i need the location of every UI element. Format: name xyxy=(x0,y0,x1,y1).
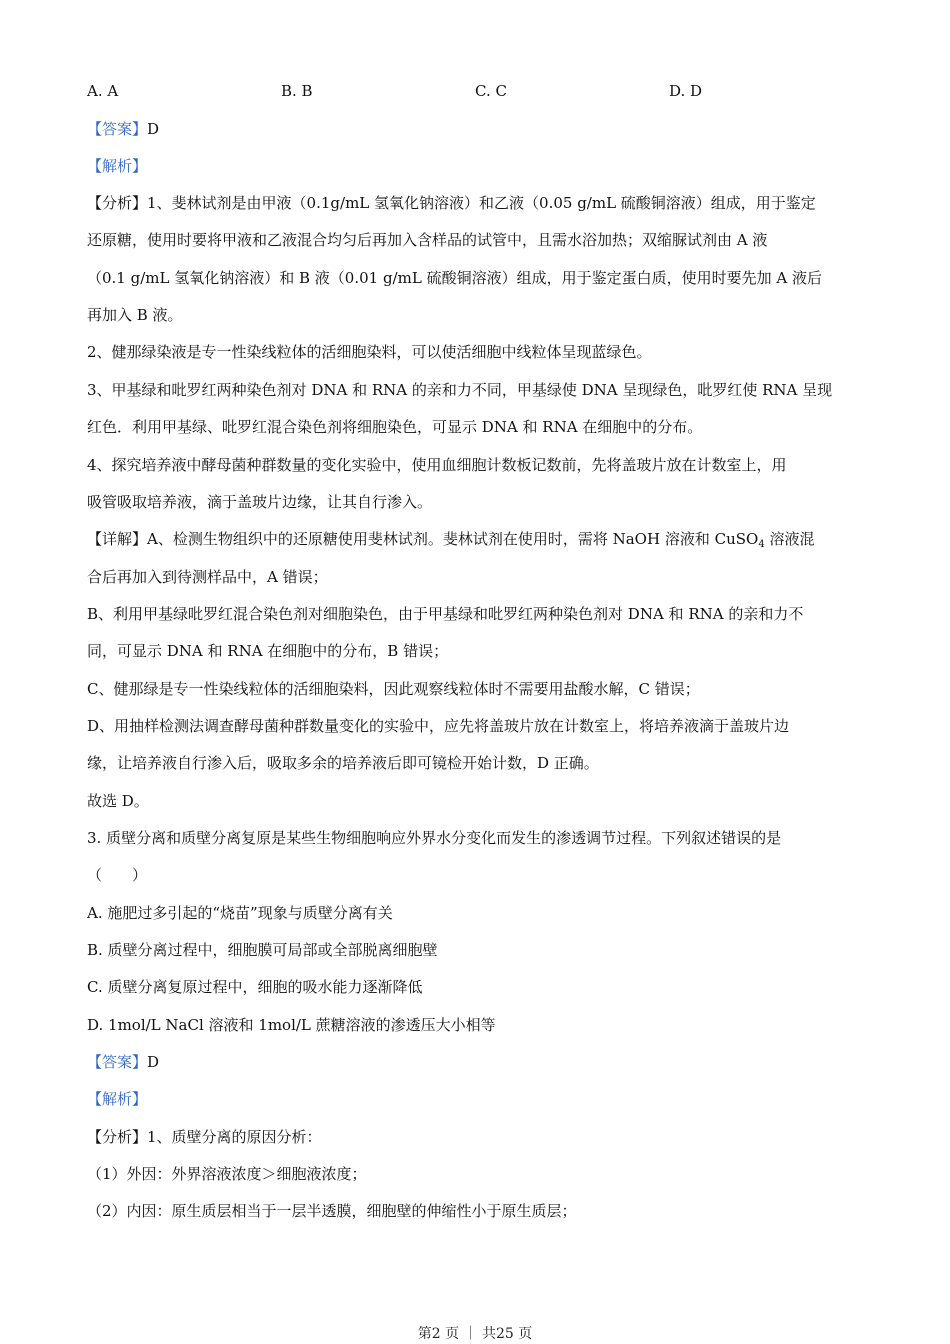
q2-detail-line: B、利用甲基绿吡罗红混合染色剂对细胞染色，由于甲基绿和吡罗红两种染色剂对 DNA 和 RNA 的亲和力不 xyxy=(87,605,804,623)
option-d: D. D xyxy=(669,82,703,100)
option-b: B. B xyxy=(281,82,313,100)
q3-stem: 3. 质壁分离和质壁分离复原是某些生物细胞响应外界水分变化而发生的渗透调节过程。下列叙述错误的是 xyxy=(87,829,782,847)
q2-analysis-line: 3、甲基绿和吡罗红两种染色剂对 DNA 和 RNA 的亲和力不同，甲基绿使 DNA 呈现绿色，吡罗红使 RNA 呈现 xyxy=(87,381,833,399)
q2-options-row xyxy=(87,82,863,102)
q2-answer xyxy=(87,119,863,139)
q3-option-b: B. 质壁分离过程中，细胞膜可局部或全部脱离细胞壁 xyxy=(87,941,438,959)
fenxi-tag: 【分析】 xyxy=(87,1128,148,1146)
q2-analysis-line: 2、健那绿染液是专一性染线粒体的活细胞染料，可以使活细胞中线粒体呈现蓝绿色。 xyxy=(87,343,652,361)
detail-text: A、检测生物组织中的还原糖使用斐林试剂。斐林试剂在使用时，需将 NaOH 溶液和 CuSO xyxy=(147,530,759,548)
option-c: C. C xyxy=(475,82,507,100)
answer-tag: 【答案】 xyxy=(87,1053,148,1071)
q2-analysis-line: （0.1 g/mL 氢氧化钠溶液）和 B 液（0.01 g/mL 硫酸铜溶液）组成，用于鉴定蛋白质，使用时要先加 A 液后 xyxy=(87,269,822,287)
q2-analysis-line: 4、探究培养液中酵母菌种群数量的变化实验中，使用血细胞计数板记数前，先将盖玻片放在计数室上，用 xyxy=(87,456,787,474)
q2-conclusion: 故选 D。 xyxy=(87,792,149,810)
q3-option-a: A. 施肥过多引起的“烧苗”现象与质壁分离有关 xyxy=(87,904,393,922)
q2-detail-line: D、用抽样检测法调查酵母菌种群数量变化的实验中，应先将盖玻片放在计数室上，将培养液滴于盖玻片边 xyxy=(87,717,790,735)
xiangjie-tag: 【详解】 xyxy=(87,530,148,548)
q2-analysis-heading xyxy=(87,156,863,176)
q2-analysis-line: 再加入 B 液。 xyxy=(87,306,183,324)
q3-stem-bracket: （ ） xyxy=(87,866,148,884)
analysis-tag: 【解析】 xyxy=(87,157,148,175)
fenxi-tag: 【分析】 xyxy=(87,194,148,212)
q2-analysis-line: 红色．利用甲基绿、吡罗红混合染色剂将细胞染色，可显示 DNA 和 RNA 在细胞中的分布。 xyxy=(87,418,703,436)
answer-value: D xyxy=(147,1053,160,1071)
q3-option-d: D. 1mol/L NaCl 溶液和 1mol/L 蔗糖溶液的渗透压大小相等 xyxy=(87,1016,496,1034)
analysis-text: 1、质壁分离的原因分析： xyxy=(147,1128,322,1146)
analysis-tag: 【解析】 xyxy=(87,1090,148,1108)
q2-analysis-line: 还原糖，使用时要将甲液和乙液混合均匀后再加入含样品的试管中，且需水浴加热；双缩脲试剂由 A 液 xyxy=(87,231,768,249)
q3-analysis-heading xyxy=(87,1089,863,1109)
detail-text-tail: 溶液混 xyxy=(764,530,815,548)
q2-detail-line: 缘，让培养液自行渗入后，吸取多余的培养液后即可镜检开始计数，D 正确。 xyxy=(87,754,599,772)
q2-detail-line xyxy=(87,529,863,555)
option-a: A. A xyxy=(87,82,119,100)
answer-value: D xyxy=(147,120,160,138)
q3-analysis-line: （1）外因：外界溶液浓度＞细胞液浓度； xyxy=(87,1165,367,1183)
q2-detail-line: 同，可显示 DNA 和 RNA 在细胞中的分布，B 错误； xyxy=(87,642,449,660)
q3-option-c: C. 质壁分离复原过程中，细胞的吸水能力逐渐降低 xyxy=(87,978,423,996)
q2-analysis-line xyxy=(87,193,863,213)
q3-answer xyxy=(87,1052,863,1072)
q2-analysis-line: 吸管吸取培养液，滴于盖玻片边缘，让其自行渗入。 xyxy=(87,493,433,511)
analysis-text: 1、斐林试剂是由甲液（0.1g/mL 氢氧化钠溶液）和乙液（0.05 g/mL 硫酸铜溶液）组成，用于鉴定 xyxy=(147,194,816,212)
answer-tag: 【答案】 xyxy=(87,120,148,138)
q3-analysis-line: （2）内因：原生质层相当于一层半透膜，细胞壁的伸缩性小于原生质层； xyxy=(87,1202,577,1220)
q3-analysis-line xyxy=(87,1127,863,1147)
page-footer: 第2 页 ｜ 共25 页 xyxy=(417,1326,533,1342)
subscript: 4 xyxy=(758,539,765,550)
q2-detail-line: C、健那绿是专一性染线粒体的活细胞染料，因此观察线粒体时不需要用盐酸水解，C 错误； xyxy=(87,680,700,698)
q2-detail-line: 合后再加入到待测样品中，A 错误； xyxy=(87,568,328,586)
